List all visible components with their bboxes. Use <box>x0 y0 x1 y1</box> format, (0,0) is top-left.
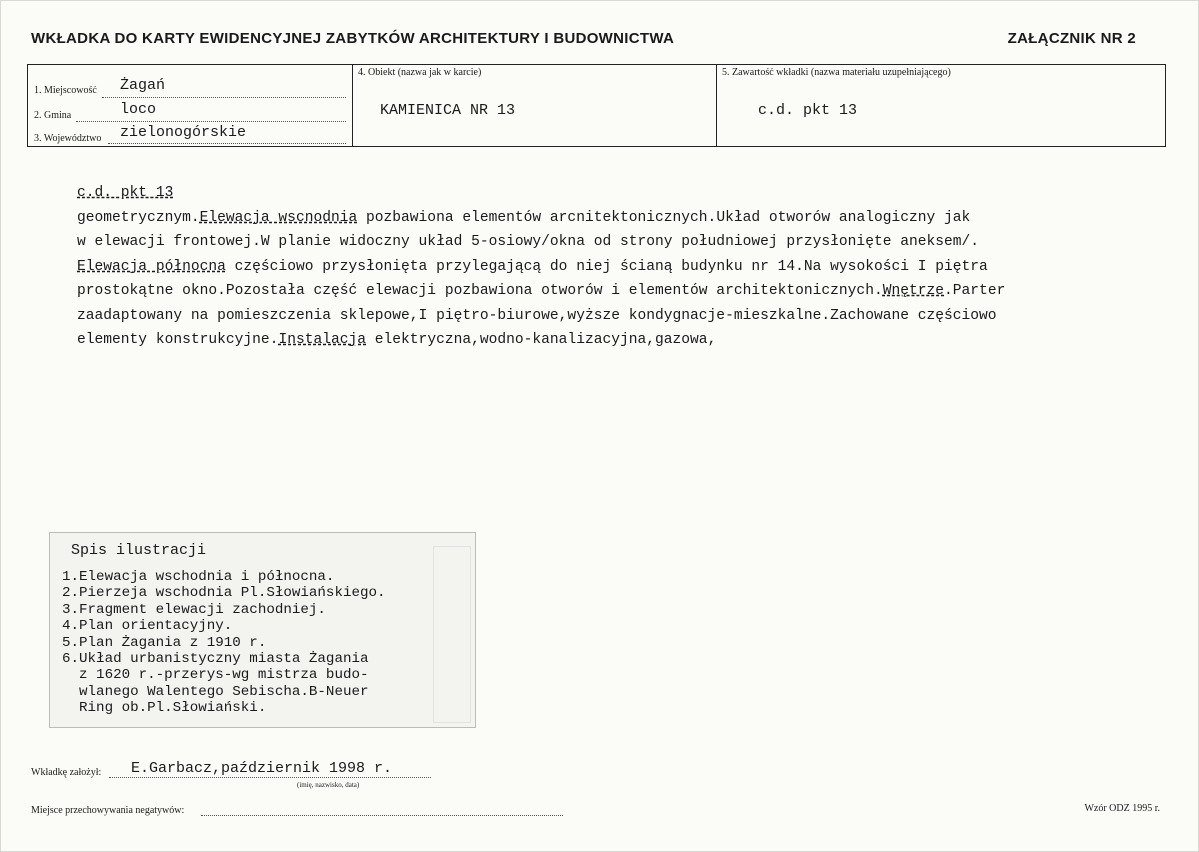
negatives-location-label: Miejsce przechowywania negatywów: <box>31 805 185 816</box>
field-label-zawartosc: 5. Zawartość wkładki (nazwa materiału uzupełniającego) <box>722 67 951 78</box>
description-line: prostokątne okno.Pozostała część elewacji pozbawiona otworów i elementów architektonicznych.Wnętrze.Parter <box>77 283 1006 299</box>
description-line: Elewacja północna częściowo przysłonięta przylegającą do niej ścianą budynku nr 14.Na wysokości I piętra <box>77 258 988 275</box>
list-item: 6.Układ urbanistyczny miasta Żagania <box>62 651 369 668</box>
field-label-miejscowosc: 1. Miejscowość <box>34 85 97 96</box>
divider <box>716 65 717 146</box>
description-line: geometrycznym.Elewacja wscnodnia pozbawiona elementów arcnitektonicznych.Układ otworów analogiczny jak <box>77 209 971 226</box>
section-heading-interior: Wnętrze <box>882 283 945 299</box>
description-text <box>77 181 1167 353</box>
description-line: w elewacji frontowej.W planie widoczny układ 5-osiowy/okna od strony południowej przysłonięte aneksem/. <box>77 234 980 250</box>
illustrations-list <box>62 569 386 717</box>
dotted-line <box>102 97 346 98</box>
field-value-gmina: loco <box>120 101 157 118</box>
list-item: 4.Plan orientacyjny. <box>62 618 233 635</box>
list-item: 3.Fragment elewacji zachodniej. <box>62 601 326 618</box>
list-item: 1.Elewacja wschodnia i północna. <box>62 569 335 585</box>
list-item: 5.Plan Żagania z 1910 r. <box>62 634 267 651</box>
field-value-obiekt: KAMIENICA NR 13 <box>380 102 516 119</box>
divider <box>352 65 353 146</box>
list-item: wlanego Walentego Sebischa.B-Neuer <box>62 683 369 700</box>
field-label-gmina: 2. Gmina <box>34 110 72 121</box>
creator-sublabel: (imię, nazwisko, data) <box>297 781 360 789</box>
list-item: z 1620 r.-przerys-wg mistrza budo- <box>62 667 369 684</box>
creator-value: E.Garbacz,październik 1998 r. <box>131 760 393 777</box>
description-heading: c.d. pkt 13 <box>77 185 174 201</box>
section-heading-east-elevation: Elewacja wscnodnia <box>199 209 358 226</box>
section-heading-installation: Instalacja <box>278 332 367 348</box>
dotted-line <box>109 777 431 778</box>
faded-stamp <box>433 546 471 723</box>
field-value-zawartosc: c.d. pkt 13 <box>758 102 858 119</box>
field-value-miejscowosc: Żagań <box>120 77 166 94</box>
description-line: elementy konstrukcyjne.Instalacja elektryczna,wodno-kanalizacyjna,gazowa, <box>77 332 717 348</box>
dotted-line <box>108 143 346 144</box>
field-label-obiekt: 4. Obiekt (nazwa jak w karcie) <box>358 67 482 78</box>
annex-number: ZAŁĄCZNIK NR 2 <box>1007 30 1136 47</box>
section-heading-north-elevation: Elewacja północna <box>77 258 226 275</box>
illustrations-title: Spis ilustracji <box>71 542 207 559</box>
list-item: Ring ob.Pl.Słowiański. <box>62 700 267 717</box>
creator-label: Wkładkę założył: <box>31 767 102 778</box>
list-item: 2.Pierzeja wschodnia Pl.Słowiańskiego. <box>62 585 386 602</box>
form-fields-box <box>27 64 1166 147</box>
illustrations-list-box <box>49 532 476 728</box>
description-line: zaadaptowany na pomieszczenia sklepowe,I piętro-biurowe,wyższe kondygnacje-mieszkalne.Zachowane częściowo <box>77 307 997 324</box>
dotted-line <box>201 815 563 816</box>
field-label-wojewodztwo: 3. Województwo <box>34 133 102 144</box>
card-title: WKŁADKA DO KARTY EWIDENCYJNEJ ZABYTKÓW ARCHITEKTURY I BUDOWNICTWA <box>31 30 675 47</box>
field-value-wojewodztwo: zielonogórskie <box>120 124 247 141</box>
dotted-line <box>76 121 346 122</box>
form-version: Wzór ODZ 1995 r. <box>1084 803 1160 814</box>
